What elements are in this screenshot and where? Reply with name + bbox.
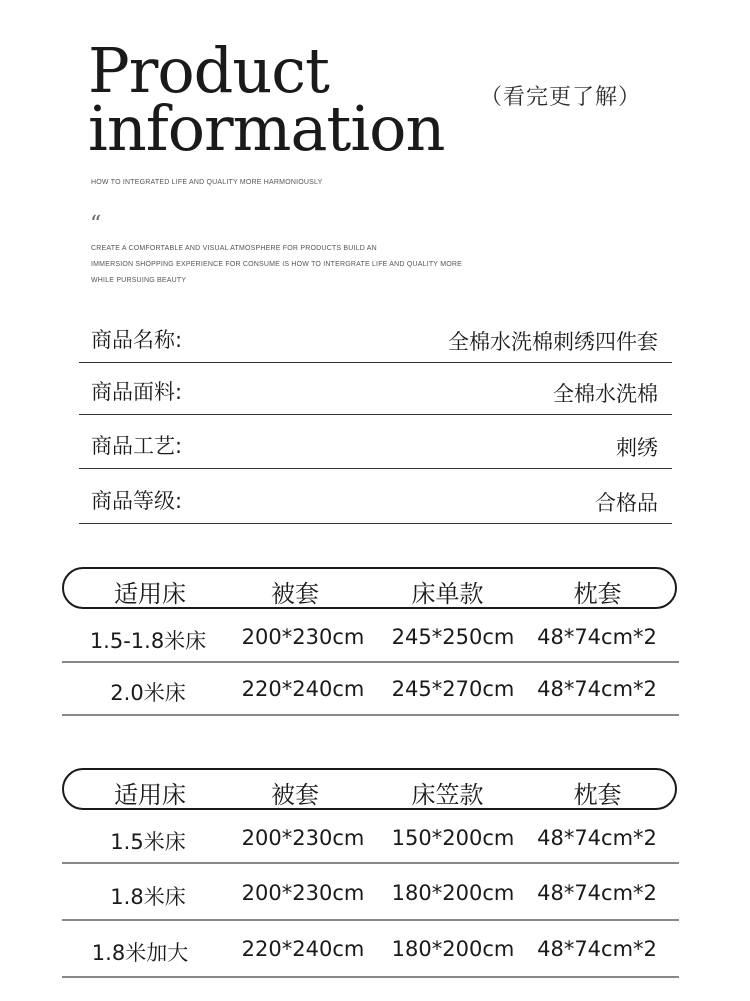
table-cell: 1.5-1.8米床 [89,629,207,653]
info-row-grade [79,471,672,524]
table1-header-cell: 适用床 [114,580,186,608]
info-label: 商品面料: [91,380,183,404]
table1-header-cell: 被套 [271,580,319,608]
table2-header-cell: 被套 [271,781,319,809]
table-cell: 220*240cm [241,677,365,701]
info-row-craft [79,416,672,469]
description-line: WHILE PURSUING BEAUTY [91,277,187,284]
row-divider [62,661,679,663]
row-divider [62,976,679,978]
table-cell: 220*240cm [241,937,365,961]
description-line: CREATE A COMFORTABLE AND VISUAL ATMOSPHERE FOR PRODUCTS BUILD AN [91,245,377,252]
quote-mark-icon: “ [90,212,102,237]
table1-header-cell: 枕套 [573,580,622,608]
info-row-fabric [79,362,672,415]
table-cell: 48*74cm*2 [537,937,657,961]
table-cell: 200*230cm [241,625,365,649]
table2-header-cell: 枕套 [573,781,622,809]
tagline: HOW TO INTEGRATED LIFE AND QUALITY MORE HARMONIOUSLY [91,179,323,186]
table-cell: 245*270cm [391,677,515,701]
info-value: 全棉水洗棉 [553,382,658,406]
info-label: 商品等级: [91,489,183,513]
table1-header-cell: 床单款 [411,580,484,608]
table-cell: 200*230cm [241,826,365,850]
table-cell: 1.8米加大 [91,941,189,965]
info-label: 商品名称: [91,328,183,352]
info-value: 全棉水洗棉刺绣四件套 [448,330,658,354]
table-cell: 180*200cm [391,881,515,905]
table-cell: 1.8米床 [110,885,186,909]
title-information: information [88,92,445,165]
table-cell: 180*200cm [391,937,515,961]
table2-header-cell: 床笠款 [411,781,484,809]
info-value: 刺绣 [616,436,658,460]
table-cell: 150*200cm [391,826,515,850]
table-cell: 1.5米床 [110,830,186,854]
table-cell: 48*74cm*2 [537,826,657,850]
note-read-more: （看完更了解） [480,85,642,110]
table2-header-cell: 适用床 [114,781,186,809]
table-cell: 2.0米床 [110,681,186,705]
title-product: Product [88,34,329,107]
info-value: 合格品 [595,491,658,515]
row-divider [62,919,679,921]
table-cell: 200*230cm [241,881,365,905]
table-cell: 48*74cm*2 [537,677,657,701]
info-label: 商品工艺: [91,434,183,458]
table-cell: 48*74cm*2 [537,881,657,905]
description-line: IMMERSION SHOPPING EXPERIENCE FOR CONSUME IS HOW TO INTERGRATE LIFE AND QUALITY MORE [91,261,462,268]
row-divider [62,862,679,864]
table-cell: 245*250cm [391,625,515,649]
info-row-name [79,310,672,363]
row-divider [62,714,679,716]
table-cell: 48*74cm*2 [537,625,657,649]
